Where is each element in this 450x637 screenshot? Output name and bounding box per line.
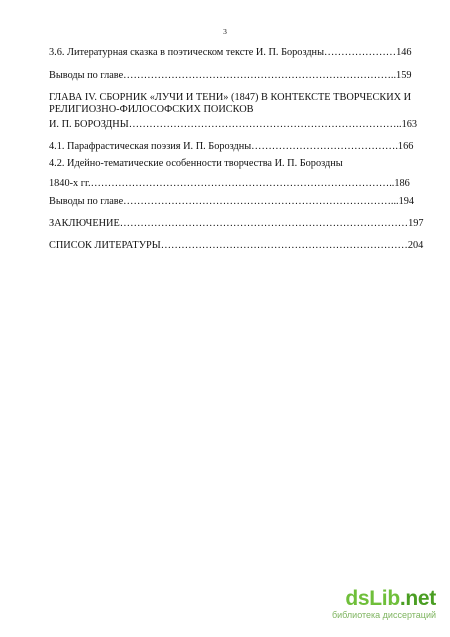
toc-entry-4-2: 4.2. Идейно-тематические особенности творчества И. П. Бороздны [49, 158, 343, 169]
toc-entry-conclusions-ch4: Выводы по главе……………………………………………………………………...194 [49, 196, 415, 207]
page-number: 3 [223, 27, 227, 36]
toc-entry-4-1: 4.1. Парафрастическая поэзия И. П. Бороздны…………………………………….166 [49, 141, 414, 152]
toc-entry-bibliography: СПИСОК ЛИТЕРАТУРЫ………………………………………………………………204 [49, 240, 424, 251]
dslib-subtitle: библиотека диссертаций [331, 610, 436, 620]
toc-entry-3-6: 3.6. Литературная сказка в поэтическом тексте И. П. Бороздны…………………146 [49, 47, 412, 58]
toc-chapter4-heading-line2: РЕЛИГИОЗНО-ФИЛОСОФСКИХ ПОИСКОВ [49, 104, 254, 115]
toc-entry-4-2-continued: 1840-х гг.……………………………………………………………………………..186 [49, 178, 410, 189]
dslib-logo: dsLib.net [345, 587, 436, 610]
toc-entry-conclusion: ЗАКЛЮЧЕНИЕ…………………………………………………………………………197 [49, 218, 424, 229]
dslib-watermark [318, 588, 436, 621]
toc-entry-conclusions-ch3: Выводы по главе……………………………………………………………………..159 [49, 70, 412, 81]
toc-chapter4-heading-line1: ГЛАВА IV. СБОРНИК «ЛУЧИ И ТЕНИ» (1847) В КОНТЕКСТЕ ТВОРЧЕСКИХ И [49, 92, 412, 103]
toc-chapter4-heading-line3: И. П. БОРОЗДНЫ……………………………………………………………………..163 [49, 119, 418, 130]
